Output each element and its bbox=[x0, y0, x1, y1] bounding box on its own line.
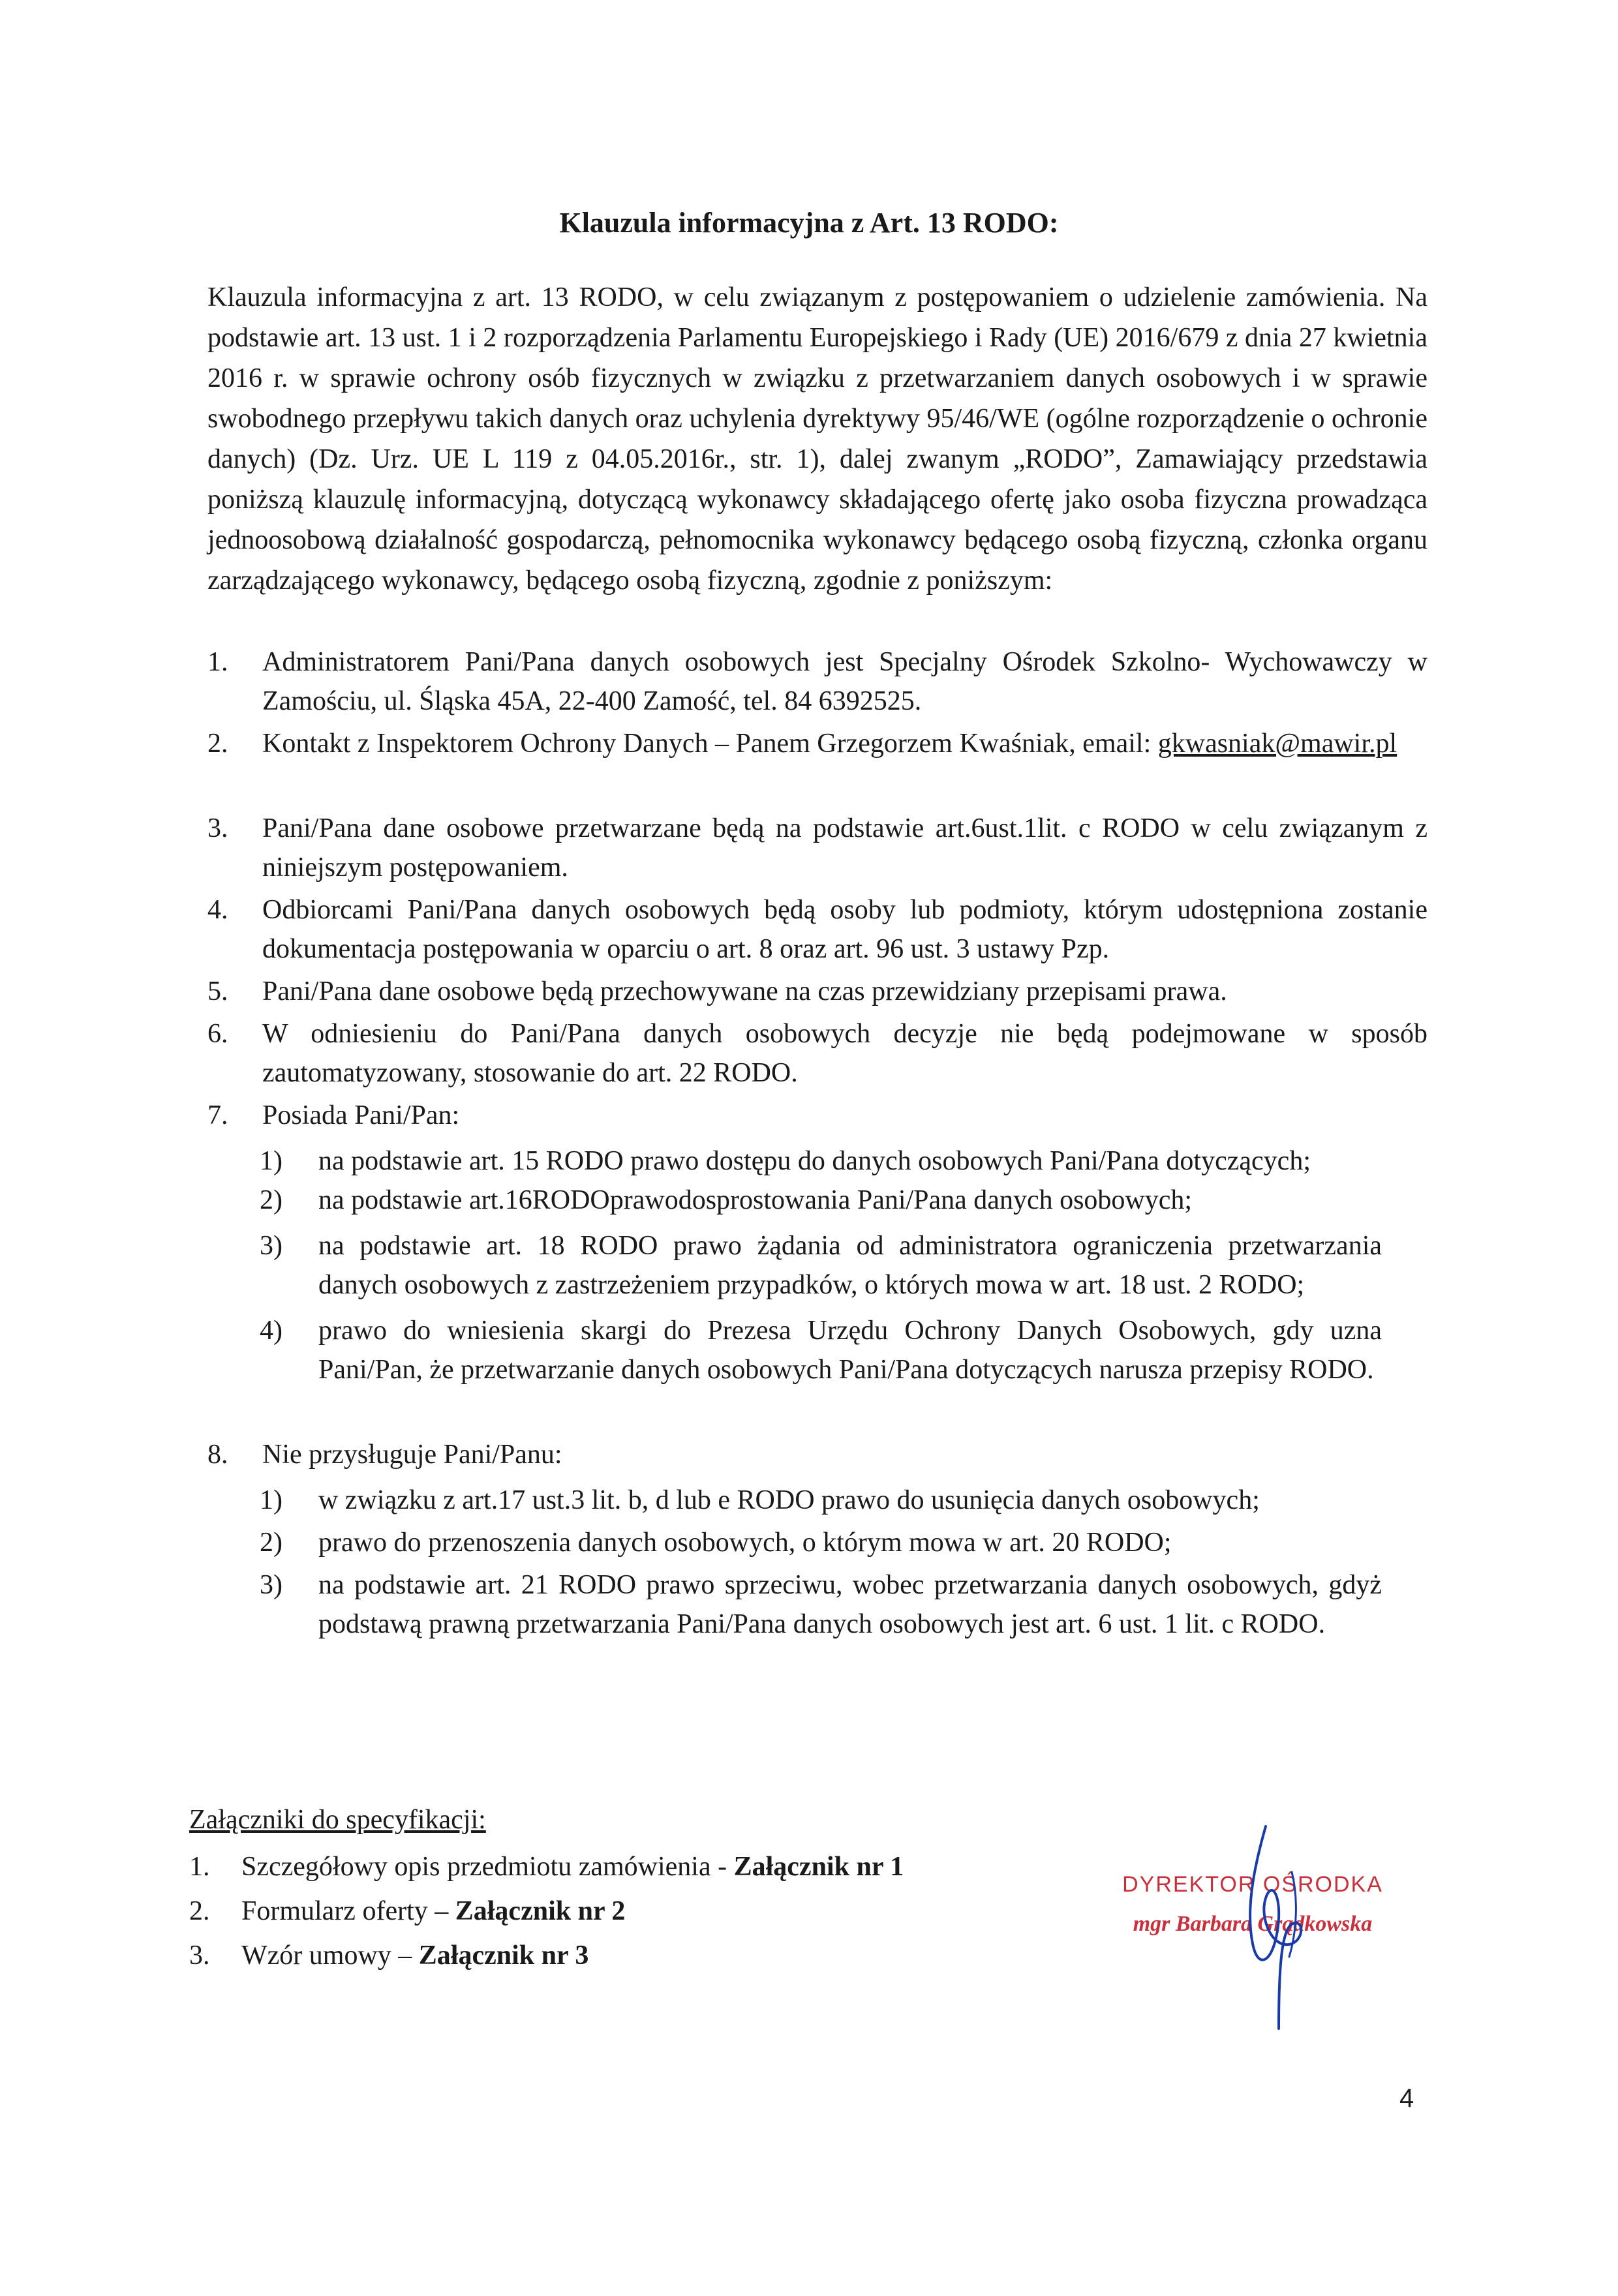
sublist-item-text: na podstawie art. 21 RODO prawo sprzeciwu, wobec przetwarzania danych osobowych, gdyż podstawą prawną przetwarzania Pani/Pana danych osobowych jest art. 6 ust. 1 lit. c RODO. bbox=[318, 1570, 1382, 1639]
list-item-number: 7. bbox=[207, 1100, 228, 1130]
sublist-item-8-2 bbox=[260, 1523, 1382, 1562]
list-item-number: 8. bbox=[207, 1440, 228, 1470]
stamp-name: mgr Barbara Grądkowska bbox=[1133, 1912, 1373, 1936]
sublist-item-7-2 bbox=[260, 1181, 1382, 1220]
list-item-text: Pani/Pana dane osobowe będą przechowywane na czas przewidziany przepisami prawa. bbox=[262, 976, 1227, 1006]
list-item-number: 1. bbox=[207, 647, 228, 677]
list-item-number: 6. bbox=[207, 1019, 228, 1049]
attachment-number: 1. bbox=[189, 1852, 210, 1882]
attachment-label: Załącznik nr 2 bbox=[455, 1896, 626, 1926]
attachment-label: Załącznik nr 3 bbox=[418, 1941, 589, 1971]
attachment-number: 2. bbox=[189, 1896, 210, 1926]
sublist-item-7-3 bbox=[260, 1226, 1382, 1305]
list-item-2 bbox=[207, 724, 1427, 763]
list-item-4 bbox=[207, 890, 1427, 969]
sublist-item-number: 1) bbox=[260, 1146, 282, 1176]
attachment-item-2 bbox=[189, 1892, 625, 1931]
list-item-6 bbox=[207, 1014, 1427, 1093]
attachment-text: Formularz oferty – bbox=[241, 1896, 455, 1926]
list-item-text: Administratorem Pani/Pana danych osobowych jest Specjalny Ośrodek Szkolno- Wychowawczy w Zamościu, ul. Śląska 45A, 22-400 Zamość, tel. 84 6392525. bbox=[262, 647, 1427, 716]
sublist-item-number: 3) bbox=[260, 1231, 282, 1261]
list-item-8 bbox=[207, 1435, 1427, 1474]
list-item-5 bbox=[207, 972, 1427, 1011]
sublist-item-number: 3) bbox=[260, 1570, 282, 1600]
sublist-item-number: 2) bbox=[260, 1185, 282, 1215]
list-item-number: 2. bbox=[207, 729, 228, 759]
attachment-item-3 bbox=[189, 1936, 588, 1975]
list-item-text: Posiada Pani/Pan: bbox=[262, 1100, 460, 1130]
attachment-item-1 bbox=[189, 1847, 904, 1886]
stamp-title: DYREKTOR OŚRODKA bbox=[1122, 1872, 1383, 1897]
list-item-text: Odbiorcami Pani/Pana danych osobowych będą osoby lub podmioty, którym udostępniona zostanie dokumentacja postępowania w oparciu o art. 8 oraz art. 96 ust. 3 ustawy Pzp. bbox=[262, 895, 1427, 964]
sublist-item-text: na podstawie art. 15 RODO prawo dostępu do danych osobowych Pani/Pana dotyczących; bbox=[318, 1146, 1311, 1176]
sublist-item-8-1 bbox=[260, 1481, 1382, 1520]
signature-image bbox=[1227, 1820, 1357, 2035]
sublist-item-text: na podstawie art.16RODOprawodosprostowania Pani/Pana danych osobowych; bbox=[318, 1185, 1193, 1215]
sublist-item-number: 2) bbox=[260, 1528, 282, 1558]
intro-text: Klauzula informacyjna z art. 13 RODO, w celu związanym z postępowaniem o udzielenie zamówienia. Na podstawie art. 13 ust. 1 i 2 rozporządzenia Parlamentu Europejskiego i Rady (UE) 2016/679 z dnia 27 kwietnia 2016 r. w sprawie ochrony osób fizycznych w związku z przetwarzaniem danych osobowych i w sprawie swobodnego przepływu takich danych oraz uchylenia dyrektywy 95/46/WE (ogólne rozporządzenie o ochronie danych) (Dz. Urz. UE L 119 z 04.05.2016r., str. 1), dalej zwanym „RODO”, Zamawiający przedstawia poniższą klauzulę informacyjną, dotyczącą wykonawcy składającego ofertę jako osoba fizyczna prowadząca jednoosobową działalność gospodarczą, pełnomocnika wykonawcy będącego osobą fizyczną, członka organu zarządzającego wykonawcy, będącego osobą fizyczną, zgodnie z poniższym: bbox=[207, 282, 1427, 596]
list-item-text: W odniesieniu do Pani/Pana danych osobowych decyzje nie będą podejmowane w sposób zautomatyzowany, stosowanie do art. 22 RODO. bbox=[262, 1019, 1427, 1088]
list-item-number: 3. bbox=[207, 813, 228, 843]
attachment-label: Załącznik nr 1 bbox=[733, 1852, 904, 1882]
list-item-text: Pani/Pana dane osobowe przetwarzane będą na podstawie art.6ust.1lit. c RODO w celu związanym z niniejszym postępowaniem. bbox=[262, 813, 1427, 883]
list-item-3 bbox=[207, 809, 1427, 887]
sublist-item-text: prawo do wniesienia skargi do Prezesa Urzędu Ochrony Danych Osobowych, gdy uzna Pani/Pan, że przetwarzanie danych osobowych Pani/Pana dotyczących narusza przepisy RODO. bbox=[318, 1316, 1382, 1385]
sublist-item-number: 1) bbox=[260, 1485, 282, 1515]
list-item-number: 4. bbox=[207, 895, 228, 925]
intro-paragraph bbox=[207, 277, 1427, 601]
attachment-number: 3. bbox=[189, 1941, 210, 1971]
sublist-item-text: prawo do przenoszenia danych osobowych, o którym mowa w art. 20 RODO; bbox=[318, 1528, 1172, 1558]
email-link[interactable]: gkwasniak@mawir.pl bbox=[1157, 729, 1397, 759]
attachment-text: Szczegółowy opis przedmiotu zamówienia - bbox=[241, 1852, 734, 1882]
sublist-item-number: 4) bbox=[260, 1316, 282, 1346]
list-item-number: 5. bbox=[207, 976, 228, 1006]
list-item-text: Kontakt z Inspektorem Ochrony Danych – Panem Grzegorzem Kwaśniak, email: bbox=[262, 729, 1158, 759]
sublist-item-text: na podstawie art. 18 RODO prawo żądania od administratora ograniczenia przetwarzania danych osobowych z zastrzeżeniem przypadków, o których mowa w art. 18 ust. 2 RODO; bbox=[318, 1231, 1382, 1300]
list-item-1 bbox=[207, 642, 1427, 721]
sublist-item-7-1 bbox=[260, 1141, 1382, 1181]
list-item-7 bbox=[207, 1096, 1427, 1135]
attachment-text: Wzór umowy – bbox=[241, 1941, 419, 1971]
page-number: 4 bbox=[1399, 2084, 1414, 2113]
document-title: Klauzula informacyjna z Art. 13 RODO: bbox=[559, 207, 1059, 239]
sublist-item-8-3 bbox=[260, 1565, 1382, 1644]
list-item-text: Nie przysługuje Pani/Panu: bbox=[262, 1440, 562, 1470]
sublist-item-7-4 bbox=[260, 1311, 1382, 1389]
attachments-heading: Załączniki do specyfikacji: bbox=[189, 1805, 486, 1835]
sublist-item-text: w związku z art.17 ust.3 lit. b, d lub e RODO prawo do usunięcia danych osobowych; bbox=[318, 1485, 1260, 1515]
